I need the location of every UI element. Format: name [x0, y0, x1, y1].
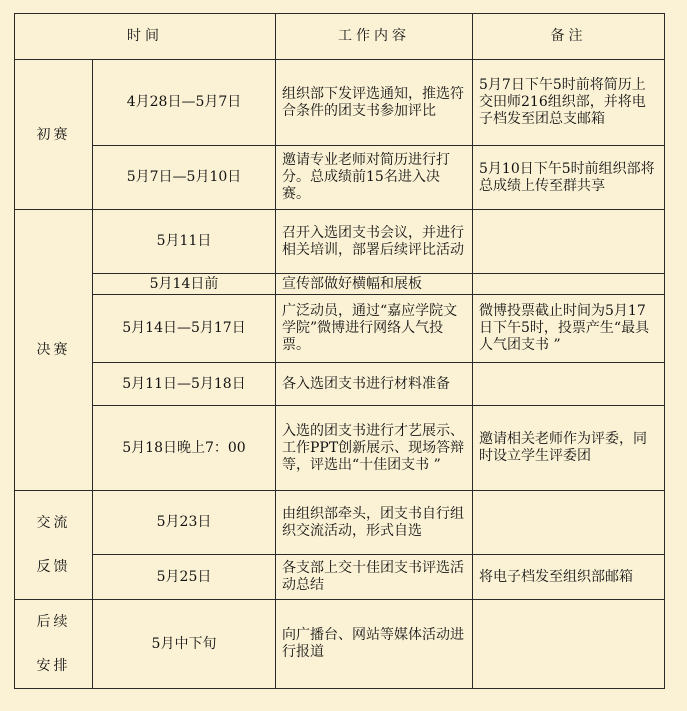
- date-cell: 5月14日前: [93, 274, 276, 295]
- date-cell: 4月28日—5月7日: [93, 60, 276, 146]
- date-cell: 5月18日晚上7：00: [93, 406, 276, 491]
- content-cell: 入选的团支书进行才艺展示、工作PPT创新展示、现场答辩等，评选出“十佳团支书 ”: [276, 406, 473, 491]
- table-row: [15, 274, 665, 295]
- note-cell: 邀请相关老师作为评委，同时设立学生评委团: [473, 406, 665, 491]
- content-cell: 组织部下发评选通知，推选符合条件的团支书参加评比: [276, 60, 473, 146]
- table-row: [15, 600, 665, 689]
- content-cell: 宣传部做好横幅和展板: [276, 274, 473, 295]
- content-cell: 召开入选团支书会议，并进行相关培训，部署后续评比活动: [276, 210, 473, 274]
- note-cell: 5月7日下午5时前将简历上交田师216组织部，并将电子档发至团总支邮箱: [473, 60, 665, 146]
- table-row: [15, 295, 665, 363]
- note-cell: 将电子档发至组织部邮箱: [473, 555, 665, 600]
- date-cell: 5月7日—5月10日: [93, 146, 276, 210]
- date-cell: 5月11日—5月18日: [93, 363, 276, 406]
- date-cell: 5月中下旬: [93, 600, 276, 689]
- stage-preliminary: [15, 60, 93, 210]
- stage-final: [15, 210, 93, 491]
- content-cell: 各支部上交十佳团支书评选活动总结: [276, 555, 473, 600]
- note-cell: [473, 491, 665, 555]
- header-row: [15, 14, 665, 60]
- table-row: [15, 146, 665, 210]
- date-cell: 5月14日—5月17日: [93, 295, 276, 363]
- content-cell: 向广播台、网站等媒体活动进行报道: [276, 600, 473, 689]
- content-cell: 广泛动员，通过“嘉应学院文学院”微博进行网络人气投票。: [276, 295, 473, 363]
- note-cell: [473, 210, 665, 274]
- stage-label: 初赛: [36, 126, 71, 143]
- table-row: [15, 210, 665, 274]
- table-row: [15, 363, 665, 406]
- date-cell: 5月25日: [93, 555, 276, 600]
- table-row: [15, 406, 665, 491]
- content-cell: 各入选团支书进行材料准备: [276, 363, 473, 406]
- note-cell: 微博投票截止时间为5月17日下午5时，投票产生“最具人气团支书 ”: [473, 295, 665, 363]
- stage-label: 安排: [36, 658, 71, 674]
- header-content: 工作内容: [276, 14, 473, 60]
- note-cell: [473, 600, 665, 689]
- table-row: [15, 555, 665, 600]
- note-cell: [473, 274, 665, 295]
- date-cell: 5月23日: [93, 491, 276, 555]
- stage-exchange: [15, 491, 93, 600]
- stage-label: 交流: [36, 515, 71, 531]
- stage-follow-up: [15, 600, 93, 689]
- note-cell: 5月10日下午5时前组织部将总成绩上传至群共享: [473, 146, 665, 210]
- content-cell: 邀请专业老师对简历进行打分。总成绩前15名进入决赛。: [276, 146, 473, 210]
- stage-label: 决赛: [36, 342, 71, 358]
- content-cell: 由组织部牵头，团支书自行组织交流活动，形式自选: [276, 491, 473, 555]
- schedule-table: [14, 13, 665, 689]
- header-time: 时间: [15, 14, 276, 60]
- table-row: [15, 491, 665, 555]
- table-row: [15, 60, 665, 146]
- date-cell: 5月11日: [93, 210, 276, 274]
- note-cell: [473, 363, 665, 406]
- stage-label: 反馈: [36, 559, 71, 575]
- stage-label: 后续: [36, 614, 71, 630]
- header-note: 备注: [473, 14, 665, 60]
